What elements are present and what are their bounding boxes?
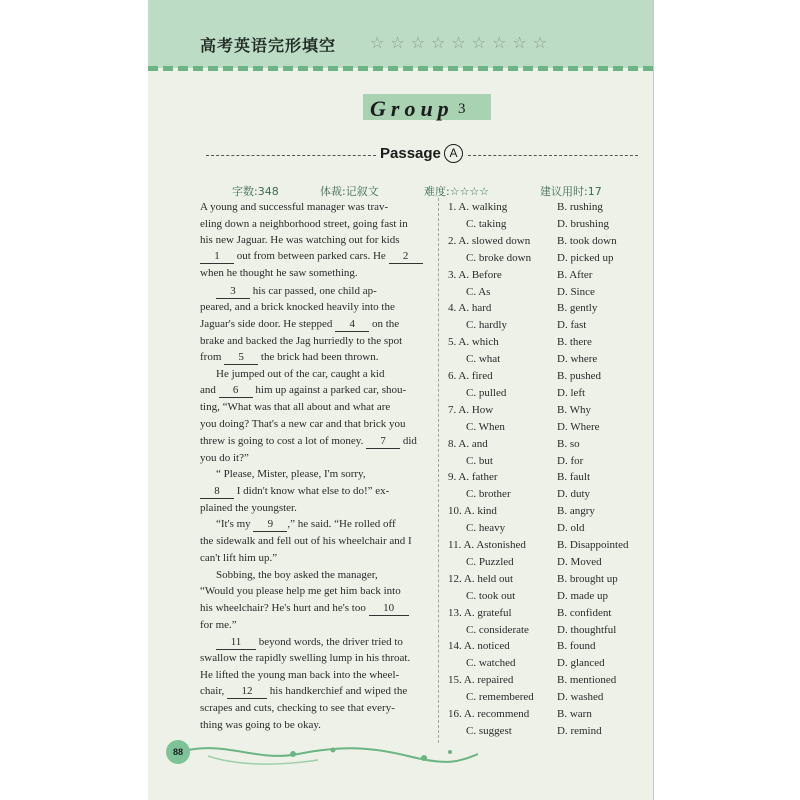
book-title: 高考英语完形填空 bbox=[200, 36, 337, 55]
page-edge bbox=[653, 0, 654, 800]
answer-option: C. When bbox=[466, 420, 505, 433]
passage-text-run: you do it?” bbox=[200, 452, 249, 464]
passage-line bbox=[216, 568, 378, 582]
word-count: 字数:348 bbox=[232, 185, 279, 198]
passage-line bbox=[200, 501, 297, 515]
answer-option: B. warn bbox=[557, 708, 592, 720]
genre: 体裁:记叙文 bbox=[320, 185, 379, 198]
blank-number: 10 bbox=[369, 601, 409, 616]
answer-option: D. remind bbox=[557, 724, 602, 737]
passage-text-run: “It's my bbox=[216, 518, 254, 530]
answer-option: 7. A. How bbox=[448, 403, 494, 416]
passage-line bbox=[200, 718, 321, 732]
passage-line bbox=[200, 534, 412, 548]
passage-text-run: ting, “What was that all about and what are bbox=[200, 401, 391, 413]
passage-text-run: “Would you please help me get him back into bbox=[200, 585, 401, 597]
passage-text-run: you doing? That's a new car and that brick you bbox=[200, 418, 406, 430]
answer-option: 13. A. grateful bbox=[448, 606, 512, 619]
passage-letter: A bbox=[444, 144, 463, 163]
blank-number: 6 bbox=[219, 383, 253, 398]
answer-option: D. brushing bbox=[557, 217, 609, 230]
answer-option: 4. A. hard bbox=[448, 302, 492, 315]
passage-line bbox=[200, 684, 407, 699]
passage-line bbox=[200, 300, 395, 314]
passage-line bbox=[200, 233, 400, 247]
passage-text-run: his new Jaguar. He was watching out for kids bbox=[200, 234, 400, 246]
passage-text-run: ,” he said. “He rolled off bbox=[287, 518, 396, 530]
answer-option: D. fast bbox=[557, 319, 587, 332]
blank-number: 8 bbox=[200, 484, 234, 499]
passage-line bbox=[200, 334, 402, 348]
passage-text-run: brake and backed the Jag hurriedly to the spot bbox=[200, 335, 403, 347]
passage-line bbox=[216, 467, 366, 481]
blank-number: 4 bbox=[335, 317, 369, 332]
answer-option: C. broke down bbox=[466, 251, 532, 264]
answer-option: C. heavy bbox=[466, 522, 506, 535]
passage-text-run: chair, bbox=[200, 685, 228, 697]
blank-number: 3 bbox=[216, 284, 250, 299]
passage-text-run: A young and successful manager was trav- bbox=[200, 201, 389, 213]
passage-line bbox=[200, 551, 277, 565]
answer-option: D. where bbox=[557, 353, 598, 366]
passage-text-run: for me.” bbox=[200, 619, 237, 631]
answer-option: C. As bbox=[466, 285, 491, 298]
answer-option: B. fault bbox=[557, 471, 590, 484]
passage-line bbox=[200, 601, 409, 616]
passage-line bbox=[200, 266, 358, 280]
answer-option: 10. A. kind bbox=[448, 505, 497, 518]
answer-option: 12. A. held out bbox=[448, 572, 514, 585]
passage-text-run: eling down a neighborhood street, going fast in bbox=[200, 218, 408, 230]
passage-line bbox=[200, 451, 249, 465]
suggested-time: 建议用时:17 bbox=[540, 185, 602, 198]
answer-option: C. what bbox=[466, 353, 501, 366]
answer-option: C. took out bbox=[466, 589, 516, 602]
passage-text-run: the brick had been thrown. bbox=[258, 351, 379, 363]
answer-option: 15. A. repaired bbox=[448, 674, 514, 687]
answer-option: B. After bbox=[557, 268, 593, 281]
answer-option: B. gently bbox=[557, 302, 598, 315]
column-divider bbox=[438, 198, 439, 743]
passage-line bbox=[200, 484, 389, 499]
passage-line bbox=[216, 517, 396, 532]
answer-option: D. glanced bbox=[557, 657, 605, 670]
passage-text-run: his car passed, one child ap- bbox=[250, 285, 377, 297]
passage-line bbox=[200, 701, 395, 715]
blank-number: 12 bbox=[227, 684, 267, 699]
passage-text-run: He jumped out of the car, caught a kid bbox=[216, 368, 385, 380]
passage-text-run: the sidewalk and fell out of his wheelchair and I bbox=[200, 535, 412, 547]
answer-option: C. watched bbox=[466, 657, 516, 670]
answer-option: D. thoughtful bbox=[557, 623, 617, 636]
answer-option: C. considerate bbox=[466, 623, 529, 636]
passage-text-run: his handkerchief and wiped the bbox=[267, 685, 408, 697]
blank-number: 7 bbox=[366, 434, 400, 449]
answer-option: 2. A. slowed down bbox=[448, 234, 531, 247]
answer-option: D. left bbox=[557, 386, 586, 399]
answer-option: B. pushed bbox=[557, 370, 601, 382]
answer-option: B. brought up bbox=[557, 572, 618, 585]
answer-option: B. confident bbox=[557, 606, 612, 619]
passage-text-run: “ Please, Mister, please, I'm sorry, bbox=[216, 468, 366, 480]
answer-option: C. but bbox=[466, 454, 493, 467]
passage-text-run: peared, and a brick knocked heavily into the bbox=[200, 301, 395, 313]
passage-text-run: did bbox=[400, 435, 417, 447]
answer-option: B. there bbox=[557, 336, 592, 349]
answer-option: C. remembered bbox=[466, 691, 534, 704]
passage-line bbox=[200, 317, 399, 332]
header-stars: ☆☆☆☆☆☆☆☆☆ bbox=[370, 33, 554, 52]
header-dashed-rule bbox=[148, 66, 653, 71]
passage-line bbox=[200, 200, 388, 214]
answer-option: 14. A. noticed bbox=[448, 640, 510, 653]
passage-line bbox=[200, 618, 237, 632]
passage-text-run: scrapes and cuts, checking to see that every- bbox=[200, 702, 395, 714]
passage-text-run: beyond words, the driver tried to bbox=[256, 636, 403, 648]
answer-option: C. hardly bbox=[466, 319, 507, 332]
passage-text-run: out from between parked cars. He bbox=[234, 250, 389, 262]
group-label: Group bbox=[370, 96, 454, 121]
passage-text-run: and bbox=[200, 384, 219, 396]
answer-option: C. brother bbox=[466, 488, 511, 501]
passage-text-run: can't lift him up.” bbox=[200, 552, 278, 564]
answer-option: 6. A. fired bbox=[448, 370, 493, 382]
answer-option: B. Disappointed bbox=[557, 539, 629, 551]
answer-option: C. taking bbox=[466, 217, 507, 230]
answer-option: 5. A. which bbox=[448, 336, 499, 349]
passage-line bbox=[200, 668, 399, 682]
passage-line bbox=[216, 635, 403, 650]
passage-text-run: I didn't know what else to do!” ex- bbox=[234, 485, 390, 497]
blank-number: 1 bbox=[200, 249, 234, 264]
answer-option: D. picked up bbox=[557, 251, 614, 264]
passage-rule-right bbox=[468, 155, 638, 156]
passage-text-run: Jaguar's side door. He stepped bbox=[200, 318, 336, 330]
answer-option: C. suggest bbox=[466, 724, 512, 737]
passage-text-run: He lifted the young man back into the wheel- bbox=[200, 669, 400, 681]
answer-option: 8. A. and bbox=[448, 437, 488, 450]
answer-option: C. pulled bbox=[466, 386, 507, 399]
answer-option: B. Why bbox=[557, 403, 592, 416]
answer-option: B. rushing bbox=[557, 201, 603, 213]
answer-option: D. Where bbox=[557, 420, 600, 433]
blank-number: 2 bbox=[389, 249, 423, 264]
passage-text-run: on the bbox=[369, 318, 400, 330]
book-page bbox=[148, 0, 653, 800]
group-number: 3 bbox=[458, 101, 466, 117]
answer-option: D. Since bbox=[557, 285, 595, 298]
answer-option: D. duty bbox=[557, 488, 590, 501]
answer-option: D. made up bbox=[557, 589, 609, 602]
passage-text-run: plained the youngster. bbox=[200, 502, 297, 514]
passage-line bbox=[200, 400, 390, 414]
passage-text-run: when he thought he saw something. bbox=[200, 267, 358, 279]
passage-text-run: him up against a parked car, shou- bbox=[252, 384, 407, 396]
passage-rule-left bbox=[206, 155, 376, 156]
passage-title: Passage bbox=[380, 145, 441, 162]
passage-text-run: threw is going to cost a lot of money. bbox=[200, 435, 367, 447]
answer-option: 3. A. Before bbox=[448, 268, 502, 281]
blank-number: 9 bbox=[253, 517, 287, 532]
difficulty: 难度:☆☆☆☆ bbox=[424, 185, 490, 198]
answer-option: B. so bbox=[557, 437, 580, 450]
answer-option: D. for bbox=[557, 454, 584, 467]
passage-line bbox=[200, 249, 423, 264]
answer-option: B. took down bbox=[557, 234, 617, 247]
answer-option: 1. A. walking bbox=[448, 201, 508, 213]
passage-line bbox=[200, 584, 401, 598]
passage-text-run: his wheelchair? He's hurt and he's too bbox=[200, 602, 369, 614]
answer-option: 16. A. recommend bbox=[448, 708, 530, 720]
passage-line bbox=[200, 217, 408, 231]
answer-option: 9. A. father bbox=[448, 471, 498, 484]
passage-line bbox=[216, 284, 377, 299]
blank-number: 11 bbox=[216, 635, 256, 650]
passage-line bbox=[200, 651, 410, 665]
passage-line bbox=[200, 383, 406, 398]
passage-line bbox=[216, 367, 384, 381]
passage-text-run: swallow the rapidly swelling lump in his throat. bbox=[200, 652, 411, 664]
answer-option: B. angry bbox=[557, 505, 595, 518]
vine-decoration bbox=[188, 736, 478, 776]
blank-number: 5 bbox=[224, 350, 258, 365]
answer-option: C. Puzzled bbox=[466, 555, 514, 568]
page-number: 88 bbox=[166, 740, 190, 764]
passage-text-run: Sobbing, the boy asked the manager, bbox=[216, 569, 378, 581]
answer-option: D. old bbox=[557, 522, 585, 535]
answer-option: B. mentioned bbox=[557, 674, 617, 687]
answer-option: D. Moved bbox=[557, 555, 602, 568]
answer-option: B. found bbox=[557, 640, 596, 653]
passage-text-run: from bbox=[200, 351, 225, 363]
passage-line bbox=[200, 417, 406, 431]
passage-line bbox=[200, 434, 417, 449]
answer-option: 11. A. Astonished bbox=[448, 539, 526, 551]
answer-option: D. washed bbox=[557, 691, 604, 704]
passage-text-run: thing was going to be okay. bbox=[200, 719, 321, 731]
passage-line bbox=[200, 350, 379, 365]
